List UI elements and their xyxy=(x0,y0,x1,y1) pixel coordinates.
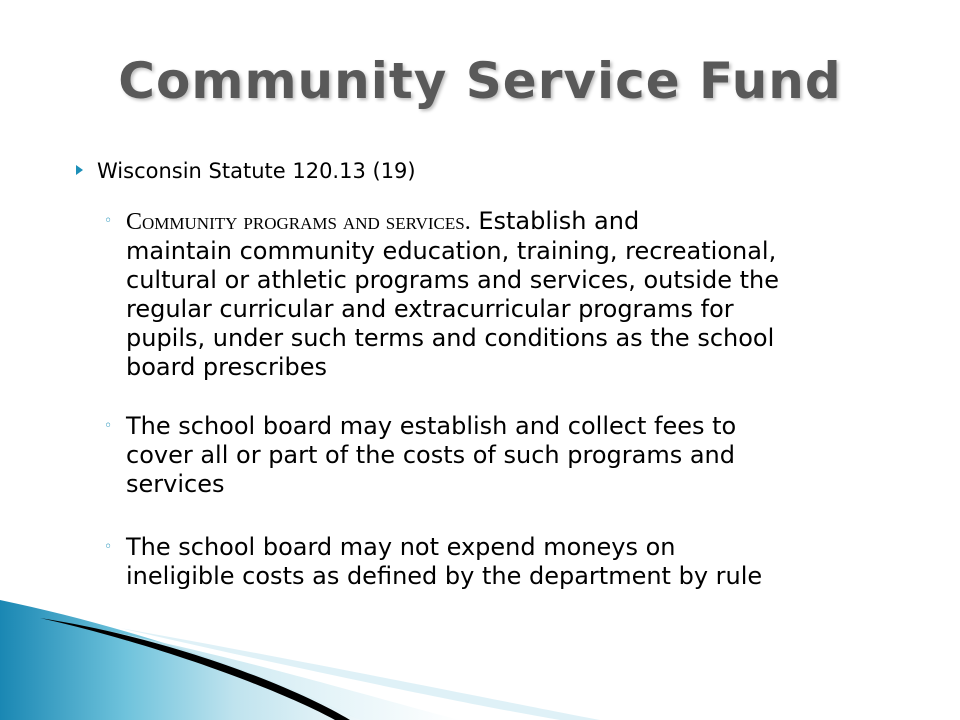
heading-small-caps: ommunity programs and services. xyxy=(142,209,471,235)
circle-bullet-icon: ◦ xyxy=(104,213,113,229)
sub-bullet-line: The school board may establish and collect fees to xyxy=(126,412,737,440)
sub-bullet-fees xyxy=(104,412,904,499)
sub-bullet-line: pupils, under such terms and conditions as the school xyxy=(126,324,775,352)
arrow-bullet-icon xyxy=(76,165,83,175)
sub-bullet-line: maintain community education, training, recreational, xyxy=(126,237,777,265)
sub-bullet-line: regular curricular and extracurricular programs for xyxy=(126,295,734,323)
sub-bullet-ineligible-costs xyxy=(104,533,904,591)
sub-bullet-line xyxy=(126,207,904,237)
sub-bullet-line: The school board may not expend moneys on xyxy=(126,533,676,561)
statute-bullet xyxy=(76,156,416,186)
sub-bullet-community-programs xyxy=(104,207,904,382)
sub-bullet-line: board prescribes xyxy=(126,353,328,381)
sub-bullet-text xyxy=(126,533,904,591)
circle-bullet-icon: ◦ xyxy=(104,539,113,555)
sub-bullet-line: cultural or athletic programs and services, outside the xyxy=(126,266,779,294)
sub-bullet-line: cover all or part of the costs of such programs and xyxy=(126,441,735,469)
sub-bullet-text xyxy=(126,207,904,382)
line-text: Establish and xyxy=(470,207,640,235)
sub-bullet-line: services xyxy=(126,470,225,498)
circle-bullet-icon: ◦ xyxy=(104,418,113,434)
slide-title: Community Service Fund xyxy=(118,52,842,110)
statute-text: Wisconsin Statute 120.13 (19) xyxy=(97,159,416,183)
sub-bullet-line: ineligible costs as defined by the department by rule xyxy=(126,562,763,590)
sub-bullet-text xyxy=(126,412,904,499)
heading-first-letter: C xyxy=(126,209,143,235)
